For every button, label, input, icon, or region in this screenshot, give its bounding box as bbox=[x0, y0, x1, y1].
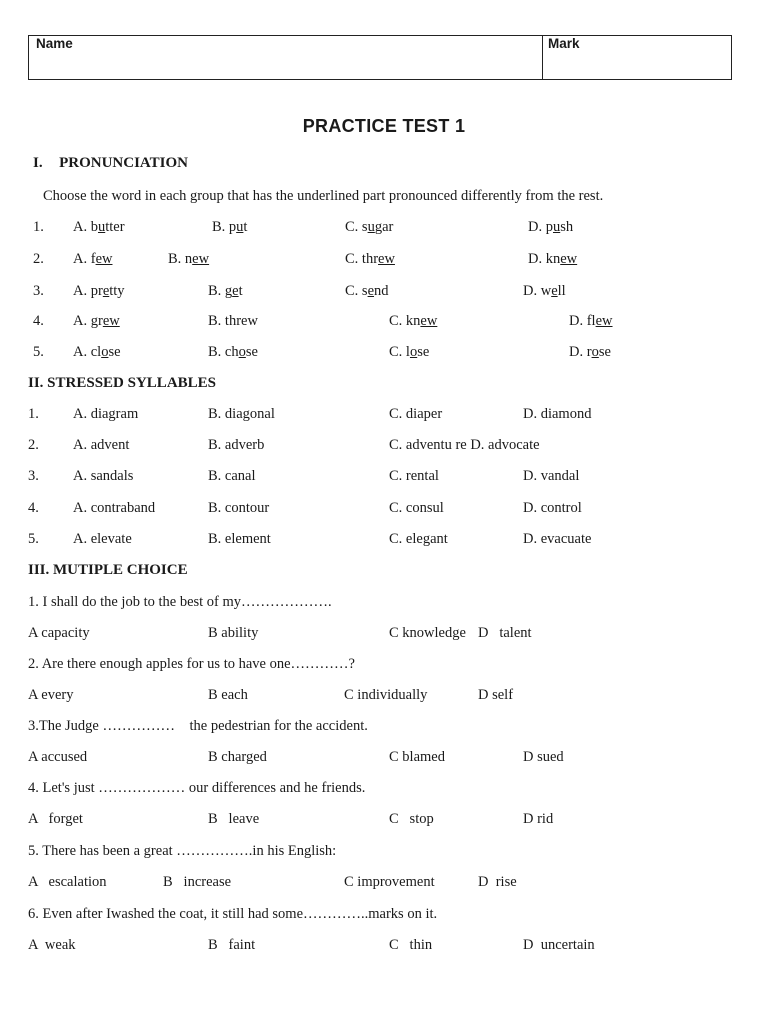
answer-option: C stop bbox=[389, 811, 434, 827]
option-text: D. kn bbox=[528, 251, 561, 267]
question-number: 4. bbox=[33, 313, 44, 329]
underlined-part: u bbox=[236, 219, 244, 235]
answer-option bbox=[208, 283, 243, 300]
answer-option: A escalation bbox=[28, 874, 107, 890]
answer-option: D rise bbox=[478, 874, 517, 890]
option-text: tty bbox=[109, 283, 125, 299]
answer-option bbox=[73, 219, 125, 236]
page-title: PRACTICE TEST 1 bbox=[302, 116, 466, 136]
option-text: B. threw bbox=[208, 313, 258, 329]
answer-option: A forget bbox=[28, 811, 83, 827]
answer-option: C improvement bbox=[344, 874, 435, 890]
underlined-part: ew bbox=[378, 251, 395, 267]
answer-option bbox=[389, 313, 437, 330]
answer-option: C thin bbox=[389, 937, 433, 953]
answer-option bbox=[73, 344, 121, 361]
answer-option: C blamed bbox=[389, 749, 445, 765]
answer-option bbox=[345, 283, 389, 300]
answer-option: C. diaper bbox=[389, 406, 443, 422]
answer-option bbox=[73, 251, 112, 268]
option-text: A. f bbox=[73, 251, 96, 267]
question-text: 1. I shall do the job to the best of my………………. bbox=[28, 594, 332, 610]
answer-option: D. control bbox=[523, 500, 582, 516]
answer-option: B each bbox=[208, 687, 248, 703]
option-text: sh bbox=[560, 219, 574, 235]
pronunciation-instruction: Choose the word in each group that has the underlined part pronounced differently from the rest. bbox=[43, 188, 604, 204]
answer-option bbox=[208, 313, 258, 330]
answer-option bbox=[345, 251, 395, 268]
underlined-part: o bbox=[238, 344, 246, 360]
answer-option bbox=[212, 219, 247, 236]
option-text: tter bbox=[105, 219, 125, 235]
answer-option: B. adverb bbox=[208, 437, 265, 453]
underlined-part: e bbox=[102, 283, 110, 299]
underlined-part: u bbox=[367, 219, 375, 235]
answer-option: B. element bbox=[208, 531, 271, 547]
answer-option: B. contour bbox=[208, 500, 270, 516]
answer-option: B ability bbox=[208, 625, 259, 641]
question-text: 6. Even after Iwashed the coat, it still had some…………..marks on it. bbox=[28, 906, 438, 922]
answer-option: A. sandals bbox=[73, 468, 134, 484]
question-text: 4. Let's just ……………… our differences and he friends. bbox=[28, 780, 366, 796]
answer-option bbox=[528, 251, 577, 268]
name-label: Name bbox=[36, 36, 73, 51]
underlined-part: o bbox=[101, 344, 109, 360]
answer-option bbox=[389, 344, 429, 361]
option-text: t bbox=[238, 283, 243, 299]
option-text: se bbox=[245, 344, 258, 360]
question-text: 5. There has been a great …………….in his English: bbox=[28, 843, 337, 859]
option-text: nd bbox=[374, 283, 389, 299]
underlined-part: o bbox=[591, 344, 599, 360]
underlined-part: ew bbox=[95, 251, 113, 267]
answer-option bbox=[523, 283, 566, 300]
answer-option: C. adventu re D. advocate bbox=[389, 437, 540, 453]
option-text: D. w bbox=[523, 283, 552, 299]
question-number: 2. bbox=[28, 437, 39, 453]
answer-option bbox=[208, 344, 258, 361]
option-text: se bbox=[108, 344, 121, 360]
section-heading-multiple-choice: III. MUTIPLE CHOICE bbox=[28, 562, 188, 578]
section-heading-stress: II. STRESSED SYLLABLES bbox=[28, 375, 217, 391]
underlined-part: ew bbox=[420, 313, 438, 329]
answer-option: A weak bbox=[28, 937, 76, 953]
option-text: gar bbox=[374, 219, 394, 235]
answer-option: C individually bbox=[344, 687, 428, 703]
answer-option: B. canal bbox=[208, 468, 256, 484]
answer-option bbox=[528, 219, 573, 236]
name-mark-box bbox=[28, 35, 732, 80]
answer-option: B charged bbox=[208, 749, 267, 765]
question-text: 2. Are there enough apples for us to have one…………? bbox=[28, 656, 355, 672]
answer-option: D talent bbox=[478, 625, 532, 641]
option-text: A. cl bbox=[73, 344, 102, 360]
option-text: B. p bbox=[212, 219, 237, 235]
option-text: A. gr bbox=[73, 313, 103, 329]
option-text: C. kn bbox=[389, 313, 421, 329]
section-heading-pronunciation bbox=[33, 155, 188, 172]
section-title: PRONUNCIATION bbox=[59, 155, 188, 171]
answer-option: A accused bbox=[28, 749, 88, 765]
answer-option: A. advent bbox=[73, 437, 130, 453]
mark-label: Mark bbox=[548, 36, 580, 51]
answer-option: B increase bbox=[163, 874, 232, 890]
answer-option: A every bbox=[28, 687, 74, 703]
question-number: 1. bbox=[28, 406, 39, 422]
answer-option: C. elegant bbox=[389, 531, 448, 547]
underlined-part: u bbox=[97, 219, 106, 235]
option-text: C. s bbox=[345, 283, 368, 299]
answer-option: C. rental bbox=[389, 468, 439, 484]
underlined-part: ew bbox=[560, 251, 578, 267]
option-text: A. b bbox=[73, 219, 98, 235]
answer-option bbox=[73, 283, 125, 300]
question-number: 2. bbox=[33, 251, 44, 267]
answer-option: D self bbox=[478, 687, 514, 703]
answer-option bbox=[569, 313, 613, 330]
option-text: C. l bbox=[389, 344, 410, 360]
question-number: 5. bbox=[33, 344, 44, 360]
question-text: 3.The Judge …………… the pedestrian for the accident. bbox=[28, 718, 368, 734]
option-text: t bbox=[243, 219, 248, 235]
answer-option bbox=[168, 251, 209, 268]
box-divider bbox=[542, 36, 543, 79]
option-text: B. n bbox=[168, 251, 193, 267]
question-number: 3. bbox=[33, 283, 44, 299]
option-text: C. s bbox=[345, 219, 368, 235]
underlined-part: ew bbox=[192, 251, 210, 267]
answer-option: D sued bbox=[523, 749, 564, 765]
answer-option: D. evacuate bbox=[523, 531, 592, 547]
answer-option: B leave bbox=[208, 811, 260, 827]
option-text: A. pr bbox=[73, 283, 103, 299]
underlined-part: ew bbox=[595, 313, 613, 329]
option-text: se bbox=[417, 344, 430, 360]
option-text: B. g bbox=[208, 283, 233, 299]
section-number: I. bbox=[33, 155, 43, 171]
underlined-part: e bbox=[551, 283, 558, 299]
answer-option bbox=[345, 219, 393, 236]
question-number: 4. bbox=[28, 500, 39, 516]
answer-option bbox=[73, 313, 120, 330]
answer-option: B faint bbox=[208, 937, 256, 953]
underlined-part: u bbox=[552, 219, 561, 235]
answer-option: B. diagonal bbox=[208, 406, 275, 422]
underlined-part: e bbox=[232, 283, 239, 299]
underlined-part: o bbox=[409, 344, 418, 360]
question-number: 5. bbox=[28, 531, 39, 547]
option-text: C. thr bbox=[345, 251, 379, 267]
answer-option: D. diamond bbox=[523, 406, 592, 422]
option-text: B. ch bbox=[208, 344, 239, 360]
underlined-part: e bbox=[367, 283, 375, 299]
underlined-part: ew bbox=[102, 313, 120, 329]
answer-option: A capacity bbox=[28, 625, 90, 641]
answer-option bbox=[569, 344, 611, 361]
question-number: 1. bbox=[33, 219, 44, 235]
option-text: D. p bbox=[528, 219, 553, 235]
answer-option: D. vandal bbox=[523, 468, 580, 484]
answer-option: C. consul bbox=[389, 500, 444, 516]
answer-option: A. contraband bbox=[73, 500, 156, 516]
answer-option: A. elevate bbox=[73, 531, 132, 547]
option-text: D. fl bbox=[569, 313, 596, 329]
answer-option: A. diagram bbox=[73, 406, 139, 422]
option-text: D. r bbox=[569, 344, 592, 360]
option-text: ll bbox=[557, 283, 566, 299]
answer-option: D rid bbox=[523, 811, 554, 827]
question-number: 3. bbox=[28, 468, 39, 484]
answer-option: C knowledge bbox=[389, 625, 466, 641]
option-text: se bbox=[598, 344, 611, 360]
answer-option: D uncertain bbox=[523, 937, 595, 953]
